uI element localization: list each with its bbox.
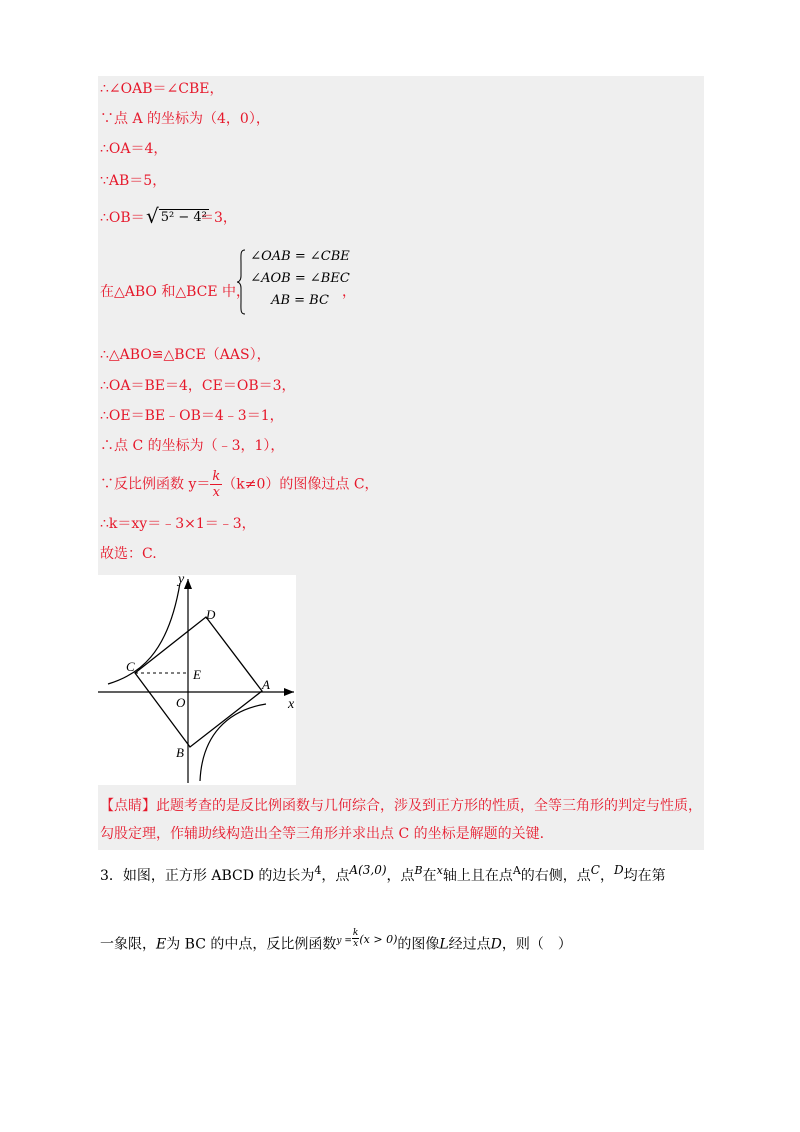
radical-sign: √ xyxy=(146,204,159,228)
solution-line-11 xyxy=(100,469,379,500)
hyperbola-upper-branch xyxy=(108,583,180,684)
q2-point-d: D xyxy=(490,936,502,953)
fraction-denominator: x xyxy=(212,485,220,500)
q1-x-var: x xyxy=(436,864,443,877)
q1-point-c: C xyxy=(590,863,600,877)
solution-line-4: ∵AB＝5， xyxy=(100,173,167,189)
q1-text-e: 轴上且在点 xyxy=(442,868,513,884)
label-c: C xyxy=(126,659,135,674)
solution-line-12: ∴k＝xy＝﹣3×1＝﹣3， xyxy=(100,516,256,532)
q1-text-f: 的右侧，点 xyxy=(520,868,591,884)
q2-domain-condition: (x > 0) xyxy=(359,932,398,946)
solution-line-8: ∴OA＝BE＝4，CE＝OB＝3， xyxy=(100,378,296,394)
q1-text-c: ，点 xyxy=(386,868,415,884)
solution-line-9: ∴OE＝BE﹣OB＝4﹣3＝1， xyxy=(100,408,284,424)
remark-body: 此题考查的是反比例函数与几何综合，涉及到正方形的性质，全等三角形的判定与性质，勾股定理，作辅助线构造出全等三角形并求出点 C 的坐标是解题的关键. xyxy=(100,798,702,842)
q2-fraction-denominator: x xyxy=(353,939,359,949)
solution-line-5-suffix: ＝3， xyxy=(200,210,237,226)
question-line-2 xyxy=(100,928,572,957)
q1-text-b: ，点 xyxy=(321,868,350,884)
solution-line-13: 故选：C. xyxy=(100,546,157,562)
solution-line-11-suffix: （k≠0）的图像过点 C， xyxy=(222,476,379,493)
system-eq-1: ∠OAB = ∠CBE xyxy=(250,249,350,264)
figure-svg xyxy=(98,575,296,785)
equation-system xyxy=(236,249,350,315)
radicand: 5² − 4² xyxy=(160,210,207,225)
q2-text-a: 一象限， xyxy=(100,936,156,953)
q1-side-length: 4 xyxy=(314,864,322,877)
system-eq-3: AB = BC xyxy=(271,293,329,308)
system-eq-2: ∠AOB = ∠BEC xyxy=(250,271,350,286)
label-d: D xyxy=(206,607,216,622)
q2-graph-l: L xyxy=(439,936,449,953)
solution-line-10: ∴点 C 的坐标为（﹣3，1）， xyxy=(100,438,285,454)
fraction-k-over-x xyxy=(210,469,222,500)
solution-line-11-prefix: ∵反比例函数 y＝ xyxy=(100,476,211,493)
q1-point-d: D xyxy=(613,863,624,877)
solution-line-6-prefix: 在△ABO 和△BCE 中， xyxy=(100,284,251,300)
label-y: y xyxy=(178,575,185,587)
q1-text-h: 均在第 xyxy=(623,868,666,884)
label-o: O xyxy=(176,695,186,710)
x-axis-arrow xyxy=(284,688,294,696)
label-b: B xyxy=(176,745,184,760)
q1-text-a: 3．如图，正方形 ABCD 的边长为 xyxy=(100,868,315,884)
solution-line-2: ∵点 A 的坐标为（4，0）， xyxy=(100,111,270,127)
q2-text-b: 为 BC 的中点，反比例函数 xyxy=(166,936,337,953)
solution-line-3: ∴OA＝4， xyxy=(100,141,168,157)
label-x: x xyxy=(288,697,295,712)
remark-paragraph xyxy=(100,792,704,848)
solution-line-5-prefix: ∴OB＝ xyxy=(100,210,145,226)
square-abcd xyxy=(135,617,262,747)
remark-tag: 【点睛】 xyxy=(100,798,156,814)
label-a: A xyxy=(262,677,270,692)
y-axis-arrow xyxy=(184,579,192,589)
q1-text-d: 在 xyxy=(422,868,437,884)
q2-text-d: 经过点 xyxy=(448,936,491,953)
q2-fraction-numerator: k xyxy=(352,928,359,938)
q2-y-equals: y = xyxy=(336,935,352,946)
q2-text-f: ，则（ ） xyxy=(501,936,572,953)
geometry-figure xyxy=(98,575,296,785)
q2-text-c: 的图像 xyxy=(397,936,440,953)
solution-line-6-suffix: ， xyxy=(342,284,356,300)
q1-point-b: B xyxy=(414,864,423,877)
label-e: E xyxy=(193,667,201,682)
solution-line-1: ∴∠OAB＝∠CBE， xyxy=(100,81,224,97)
question-line-1 xyxy=(100,863,666,887)
q1-point-a: A(3,0) xyxy=(349,863,387,877)
fraction-numerator: k xyxy=(212,469,221,484)
left-brace xyxy=(236,249,246,315)
solution-line-7: ∴△ABO≌△BCE（AAS）， xyxy=(100,347,271,363)
q1-text-g: ， xyxy=(599,868,614,884)
q1-point-a2: A xyxy=(512,864,521,877)
q2-point-e: E xyxy=(156,936,167,953)
hyperbola-lower-branch xyxy=(200,704,266,781)
